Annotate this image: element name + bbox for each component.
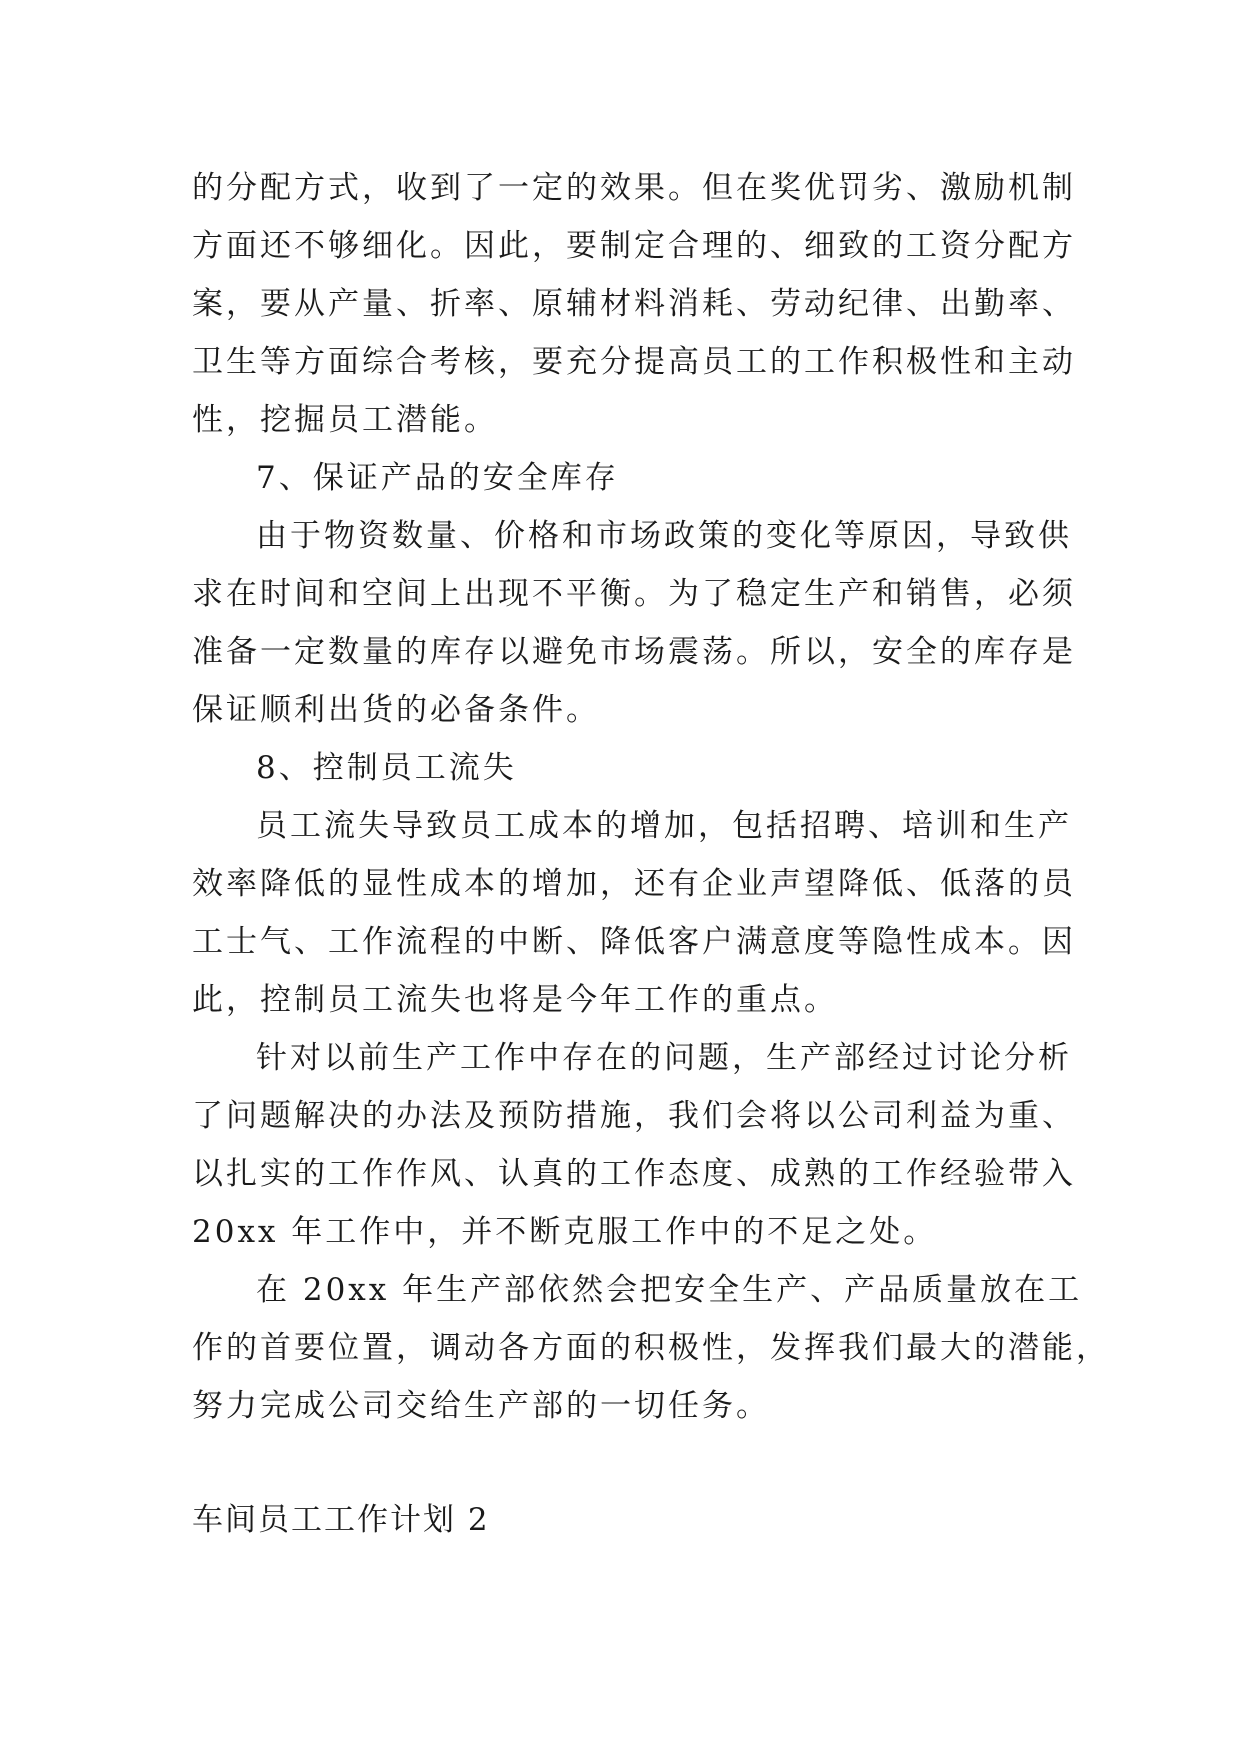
paragraph-line: 性，挖掘员工潜能。: [192, 402, 498, 438]
paragraph-line: 由于物资数量、价格和市场政策的变化等原因，导致供: [256, 518, 1072, 554]
paragraph-line: 在 20xx 年生产部依然会把安全生产、产品质量放在工: [256, 1272, 1083, 1308]
paragraph-line: 效率降低的显性成本的增加，还有企业声望降低、低落的员: [192, 866, 1076, 902]
paragraph-line: 的分配方式，收到了一定的效果。但在奖优罚劣、激励机制: [192, 170, 1076, 206]
paragraph-line: 求在时间和空间上出现不平衡。为了稳定生产和销售，必须: [192, 576, 1076, 612]
paragraph-line: 了问题解决的办法及预防措施，我们会将以公司利益为重、: [192, 1098, 1076, 1134]
body-text: [192, 159, 1110, 1435]
paragraph-line: 卫生等方面综合考核，要充分提高员工的工作积极性和主动: [192, 344, 1076, 380]
paragraph-line: 工士气、工作流程的中断、降低客户满意度等隐性成本。因: [192, 924, 1076, 960]
paragraph-line: 20xx 年工作中，并不断克服工作中的不足之处。: [192, 1214, 938, 1250]
paragraph-line: 此，控制员工流失也将是今年工作的重点。: [192, 982, 838, 1018]
heading-8: 8、控制员工流失: [256, 750, 517, 786]
paragraph-line: 针对以前生产工作中存在的问题，生产部经过讨论分析: [256, 1040, 1072, 1076]
paragraph-line: 案，要从产量、折率、原辅材料消耗、劳动纪律、出勤率、: [192, 286, 1076, 322]
heading-7: 7、保证产品的安全库存: [256, 460, 619, 496]
section-title: 车间员工工作计划 2: [192, 1502, 490, 1538]
paragraph-line: 作的首要位置，调动各方面的积极性，发挥我们最大的潜能，: [192, 1330, 1110, 1366]
paragraph-line: 以扎实的工作作风、认真的工作态度、成熟的工作经验带入: [192, 1156, 1076, 1192]
paragraph-line: 努力完成公司交给生产部的一切任务。: [192, 1388, 770, 1424]
paragraph-line: 方面还不够细化。因此，要制定合理的、细致的工资分配方: [192, 228, 1076, 264]
paragraph-line: 准备一定数量的库存以避免市场震荡。所以，安全的库存是: [192, 634, 1076, 670]
paragraph-line: 保证顺利出货的必备条件。: [192, 692, 600, 728]
paragraph-line: 员工流失导致员工成本的增加，包括招聘、培训和生产: [256, 808, 1072, 844]
